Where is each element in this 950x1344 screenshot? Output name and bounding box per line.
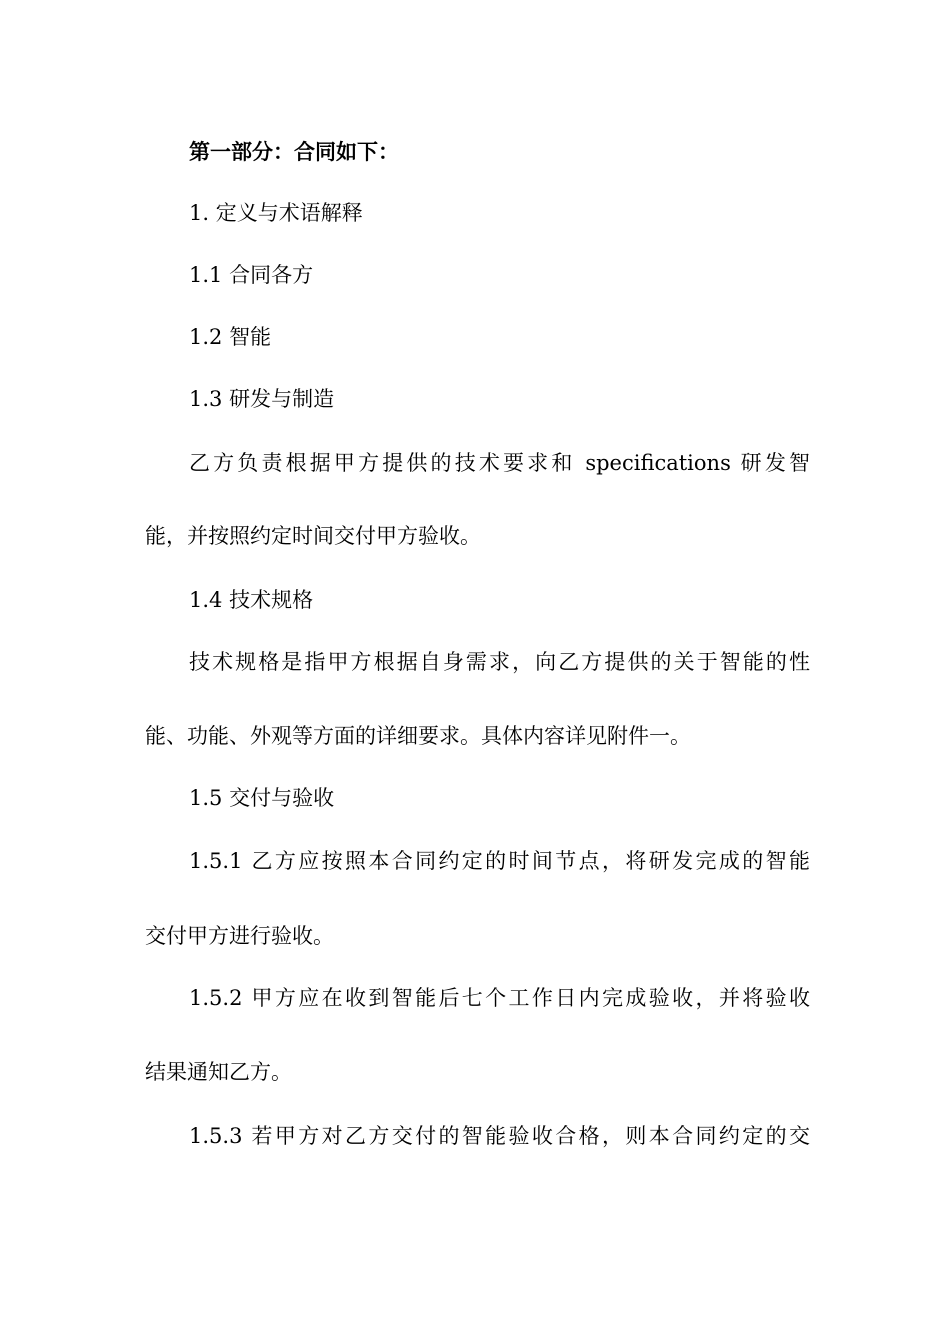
paragraph-line: 能、功能、外观等方面的详细要求。具体内容详见附件一。: [145, 724, 691, 748]
paragraph-line: 1.5.3 若甲方对乙方交付的智能验收合格，则本合同约定的交: [189, 1124, 810, 1148]
paragraph-line: 1.5.1 乙方应按照本合同约定的时间节点，将研发完成的智能: [189, 849, 810, 873]
paragraph-line: 结果通知乙方。: [145, 1060, 292, 1084]
paragraph-line: 能，并按照约定时间交付甲方验收。: [145, 524, 481, 548]
clause-heading: 1.5 交付与验收: [189, 786, 335, 810]
paragraph-line: 乙方负责根据甲方提供的技术要求和 specifications 研发智: [189, 451, 810, 475]
clause-heading: 1.4 技术规格: [189, 588, 314, 612]
section-heading: 第一部分：合同如下：: [189, 139, 399, 164]
clause-heading: 1. 定义与术语解释: [189, 201, 363, 225]
clause-heading: 1.2 智能: [189, 325, 272, 349]
paragraph-line: 交付甲方进行验收。: [145, 924, 334, 948]
clause-heading: 1.1 合同各方: [189, 263, 314, 287]
paragraph-line: 技术规格是指甲方根据自身需求，向乙方提供的关于智能的性: [189, 650, 810, 674]
clause-heading: 1.3 研发与制造: [189, 387, 335, 411]
paragraph-line: 1.5.2 甲方应在收到智能后七个工作日内完成验收，并将验收: [189, 986, 810, 1010]
